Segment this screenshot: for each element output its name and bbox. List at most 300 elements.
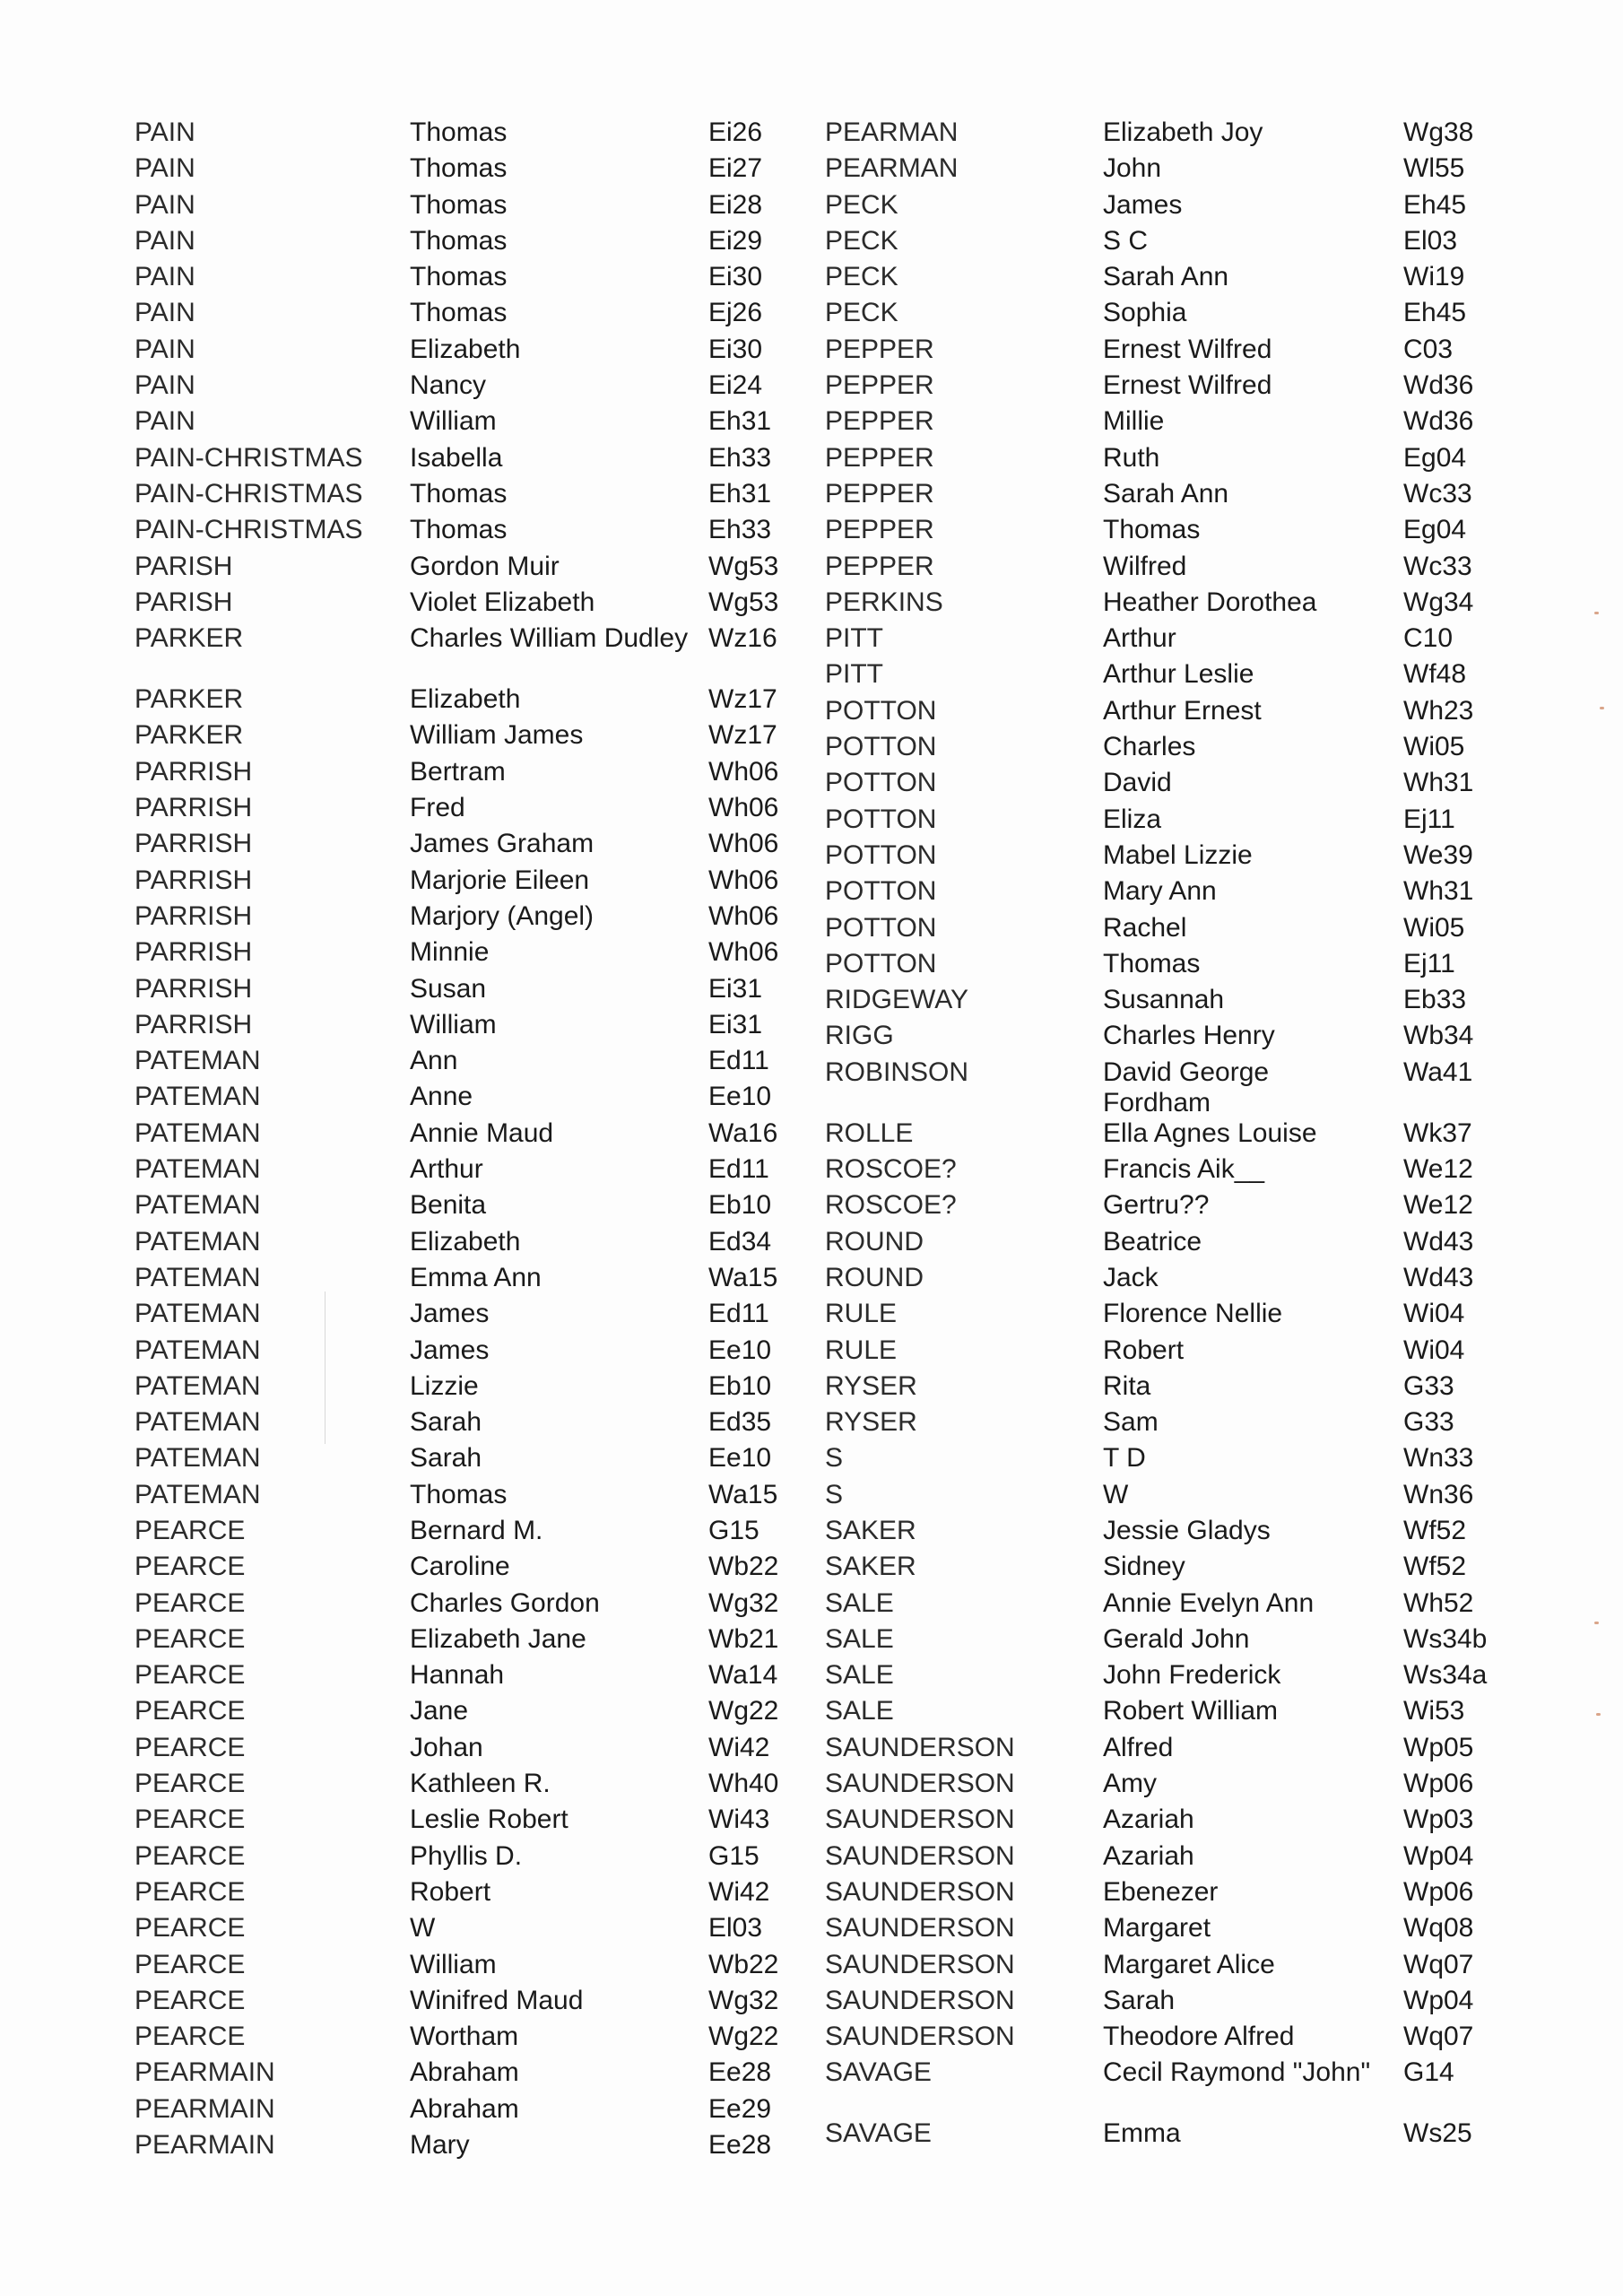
surname: RIDGEWAY <box>825 985 969 1015</box>
index-entry <box>135 115 816 151</box>
forename: Sarah <box>1103 1985 1176 2015</box>
scan-speck <box>1594 1622 1599 1624</box>
forename: Azariah <box>1103 1840 1194 1871</box>
index-entry <box>135 1477 816 1513</box>
forename: Lizzie <box>410 1370 479 1401</box>
surname: PAIN <box>135 225 195 256</box>
surname: PEPPER <box>825 442 934 473</box>
grave-reference: Wp06 <box>1403 1876 1474 1907</box>
index-entry <box>135 259 816 295</box>
surname: PECK <box>825 225 898 256</box>
grave-reference: Ee10 <box>708 1082 772 1112</box>
grave-reference: Wi42 <box>708 1876 770 1907</box>
grave-reference: Wq08 <box>1403 1913 1474 1944</box>
forename: Thomas <box>410 515 508 545</box>
index-entry <box>135 621 816 682</box>
grave-reference: Wh40 <box>708 1769 779 1799</box>
forename: Azariah <box>1103 1805 1194 1835</box>
grave-reference: Wc33 <box>1403 478 1472 509</box>
forename: Sarah <box>410 1407 482 1438</box>
forename: William <box>410 1949 497 1979</box>
grave-reference: Wi42 <box>708 1732 770 1762</box>
forename: Ebenezer <box>1103 1876 1219 1907</box>
surname: POTTON <box>825 876 937 907</box>
index-entry <box>135 187 816 223</box>
forename: Jane <box>410 1696 469 1726</box>
surname: PAIN-CHRISTMAS <box>135 478 363 509</box>
forename: Florence Nellie <box>1103 1299 1283 1329</box>
surname: PAIN <box>135 334 195 364</box>
forename: Beatrice <box>1103 1226 1202 1257</box>
surname: POTTON <box>825 839 937 870</box>
surname: PARISH <box>135 587 233 617</box>
surname: PEARCE <box>135 2022 246 2052</box>
forename: Arthur <box>1103 623 1176 654</box>
grave-reference: Wa41 <box>1403 1057 1473 1087</box>
index-entry <box>825 585 1506 621</box>
surname: SAUNDERSON <box>825 1913 1015 1944</box>
index-entry <box>135 151 816 187</box>
surname: PEARCE <box>135 1732 246 1762</box>
grave-reference: Wp06 <box>1403 1769 1474 1799</box>
index-entry <box>825 657 1506 692</box>
surname: PAIN <box>135 370 195 401</box>
index-entry <box>825 151 1506 187</box>
surname: POTTON <box>825 912 937 943</box>
surname: PEARCE <box>135 1876 246 1907</box>
surname: PEPPER <box>825 406 934 437</box>
surname: PARKER <box>135 623 244 654</box>
forename: Elizabeth <box>410 1226 521 1257</box>
forename: Theodore Alfred <box>1103 2022 1295 2052</box>
index-entry <box>825 1055 1506 1116</box>
index-entry <box>825 1513 1506 1549</box>
index-entry <box>135 404 816 439</box>
forename: Mary <box>410 2130 470 2161</box>
grave-reference: Wh06 <box>708 937 779 968</box>
grave-reference: Wp04 <box>1403 1840 1474 1871</box>
surname: PEPPER <box>825 478 934 509</box>
grave-reference: Ee29 <box>708 2093 772 2124</box>
forename: Rachel <box>1103 912 1187 943</box>
surname: PARRISH <box>135 829 253 859</box>
index-entry <box>135 1839 816 1874</box>
grave-reference: We39 <box>1403 839 1473 870</box>
index-entry <box>825 910 1506 946</box>
forename: Susan <box>410 973 487 1004</box>
grave-reference: Wh06 <box>708 756 779 787</box>
forename: Annie Evelyn Ann <box>1103 1587 1315 1618</box>
forename: Robert <box>410 1876 491 1907</box>
forename: Johan <box>410 1732 483 1762</box>
forename: David George Fordham <box>1103 1057 1270 1118</box>
grave-reference: Wh31 <box>1403 876 1474 907</box>
surname: PATEMAN <box>135 1370 261 1401</box>
grave-reference: Wz17 <box>708 720 777 751</box>
index-entry <box>825 187 1506 223</box>
grave-reference: Ed34 <box>708 1226 772 1257</box>
index-entry <box>135 1874 816 1910</box>
surname: SAUNDERSON <box>825 1769 1015 1799</box>
forename: Violet Elizabeth <box>410 587 595 617</box>
surname: PAIN <box>135 117 195 147</box>
surname: PEARCE <box>135 1660 246 1691</box>
surname: SAUNDERSON <box>825 1840 1015 1871</box>
index-entry <box>825 729 1506 765</box>
forename: Nancy <box>410 370 487 401</box>
forename: W <box>410 1913 436 1944</box>
grave-reference: Eh45 <box>1403 298 1467 328</box>
grave-reference: Wg38 <box>1403 117 1474 147</box>
surname: PERKINS <box>825 587 943 617</box>
forename: Jessie Gladys <box>1103 1515 1271 1545</box>
grave-reference: Wg22 <box>708 2022 779 2052</box>
grave-reference: Wc33 <box>1403 551 1472 581</box>
index-entry <box>135 935 816 970</box>
grave-reference: Eg04 <box>1403 515 1467 545</box>
scan-speck <box>1600 707 1604 709</box>
index-entry <box>135 1586 816 1622</box>
grave-reference: G15 <box>708 1515 759 1545</box>
surname: POTTON <box>825 732 937 762</box>
forename: Elizabeth <box>410 684 521 715</box>
forename: Ruth <box>1103 442 1160 473</box>
forename: Caroline <box>410 1552 510 1582</box>
surname: PAIN-CHRISTMAS <box>135 515 363 545</box>
surname: PEARCE <box>135 1623 246 1654</box>
grave-reference: Wz16 <box>708 623 777 654</box>
forename: W <box>1103 1479 1129 1509</box>
grave-reference: Ei28 <box>708 189 763 220</box>
forename: Margaret Alice <box>1103 1949 1275 1979</box>
forename: William <box>410 1009 497 1039</box>
index-entry <box>825 476 1506 512</box>
index-entry <box>825 549 1506 585</box>
grave-reference: Wb34 <box>1403 1021 1474 1051</box>
grave-reference: Wf48 <box>1403 659 1467 690</box>
surname: SAUNDERSON <box>825 1805 1015 1835</box>
surname: PARKER <box>135 720 244 751</box>
grave-reference: Wh06 <box>708 900 779 931</box>
forename: Sarah Ann <box>1103 478 1229 509</box>
forename: Susannah <box>1103 985 1225 1015</box>
surname: PEARMAN <box>825 153 959 184</box>
index-entry <box>825 1187 1506 1223</box>
index-entry <box>825 223 1506 259</box>
grave-reference: G33 <box>1403 1370 1454 1401</box>
index-entry <box>135 1730 816 1766</box>
surname: ROSCOE? <box>825 1190 957 1221</box>
forename: Eliza <box>1103 804 1162 834</box>
index-entry <box>135 2092 816 2127</box>
forename: Rita <box>1103 1370 1151 1401</box>
surname: PATEMAN <box>135 1262 261 1292</box>
index-entry <box>135 476 816 512</box>
grave-reference: Wp04 <box>1403 1985 1474 2015</box>
index-entry <box>135 332 816 368</box>
forename: Francis Aik__ <box>1103 1154 1265 1185</box>
grave-reference: Ei24 <box>708 370 763 401</box>
grave-reference: Wn33 <box>1403 1443 1474 1474</box>
forename: Isabella <box>410 442 503 473</box>
index-entry <box>135 863 816 899</box>
forename: Abraham <box>410 2093 519 2124</box>
surname: POTTON <box>825 768 937 798</box>
grave-reference: Wd36 <box>1403 406 1474 437</box>
right-index-column <box>825 115 1506 2152</box>
forename: John Frederick <box>1103 1660 1281 1691</box>
index-entry <box>135 1549 816 1585</box>
forename: Thomas <box>410 478 508 509</box>
surname: PEARCE <box>135 1840 246 1871</box>
grave-reference: Wh06 <box>708 829 779 859</box>
index-entry <box>135 1333 816 1369</box>
surname: RYSER <box>825 1370 917 1401</box>
index-entry <box>825 1116 1506 1152</box>
index-entry <box>825 1802 1506 1838</box>
index-entry <box>825 1586 1506 1622</box>
forename: Emma Ann <box>410 1262 542 1292</box>
grave-reference: Eh33 <box>708 515 772 545</box>
grave-reference: Wf52 <box>1403 1515 1467 1545</box>
surname: PARRISH <box>135 865 253 895</box>
surname: PARRISH <box>135 793 253 823</box>
forename: Wortham <box>410 2022 519 2052</box>
forename: Robert <box>1103 1335 1185 1365</box>
index-entry <box>135 1657 816 1693</box>
index-entry <box>135 512 816 548</box>
grave-reference: Ei31 <box>708 1009 763 1039</box>
surname: S <box>825 1443 844 1474</box>
index-entry <box>825 1693 1506 1729</box>
surname: PARRISH <box>135 937 253 968</box>
grave-reference: Eb33 <box>1403 985 1467 1015</box>
surname: SAUNDERSON <box>825 1876 1015 1907</box>
index-entry <box>135 368 816 404</box>
grave-reference: Wp03 <box>1403 1805 1474 1835</box>
forename: Charles Henry <box>1103 1021 1275 1051</box>
grave-reference: Wd43 <box>1403 1226 1474 1257</box>
forename: Mary Ann <box>1103 876 1217 907</box>
index-entry <box>825 1405 1506 1440</box>
index-entry <box>135 1152 816 1187</box>
grave-reference: Ei30 <box>708 334 763 364</box>
forename: Robert William <box>1103 1696 1279 1726</box>
scan-speck <box>1594 612 1599 614</box>
index-entry <box>135 754 816 790</box>
index-entry <box>825 946 1506 982</box>
forename: Elizabeth Jane <box>410 1623 586 1654</box>
surname: SAUNDERSON <box>825 1732 1015 1762</box>
forename: Thomas <box>1103 948 1201 978</box>
forename: Marjory (Angel) <box>410 900 595 931</box>
index-entry <box>825 1910 1506 1946</box>
grave-reference: Eh45 <box>1403 189 1467 220</box>
surname: PEPPER <box>825 334 934 364</box>
index-entry <box>825 1440 1506 1476</box>
forename: James <box>1103 189 1183 220</box>
surname: PATEMAN <box>135 1046 261 1076</box>
surname: PARISH <box>135 551 233 581</box>
forename: Arthur Ernest <box>1103 695 1262 726</box>
surname: SALE <box>825 1587 894 1618</box>
forename: Ernest Wilfred <box>1103 334 1272 364</box>
surname: ROLLE <box>825 1118 914 1148</box>
surname: SAVAGE <box>825 2057 932 2088</box>
surname: PARRISH <box>135 973 253 1004</box>
grave-reference: Ei29 <box>708 225 763 256</box>
forename: Bertram <box>410 756 506 787</box>
index-entry <box>825 512 1506 548</box>
grave-reference: Wa15 <box>708 1262 778 1292</box>
index-entry <box>825 2055 1506 2116</box>
surname: PATEMAN <box>135 1154 261 1185</box>
forename: Phyllis D. <box>410 1840 523 1871</box>
index-entry <box>825 332 1506 368</box>
index-entry <box>135 899 816 935</box>
surname: PECK <box>825 298 898 328</box>
grave-reference: El03 <box>1403 225 1458 256</box>
grave-reference: Ej26 <box>708 298 763 328</box>
surname: SAUNDERSON <box>825 1949 1015 1979</box>
grave-reference: Wh06 <box>708 793 779 823</box>
forename: Thomas <box>410 262 508 292</box>
forename: Leslie Robert <box>410 1805 568 1835</box>
index-entry <box>825 1333 1506 1369</box>
index-entry <box>135 718 816 753</box>
grave-reference: Ee28 <box>708 2057 772 2088</box>
surname: PAIN <box>135 153 195 184</box>
grave-reference: Ed11 <box>708 1046 769 1076</box>
forename: James <box>410 1335 490 1365</box>
forename: Wilfred <box>1103 551 1187 581</box>
grave-reference: Wd43 <box>1403 1262 1474 1292</box>
forename: Sarah Ann <box>1103 262 1229 292</box>
grave-reference: Wi53 <box>1403 1696 1465 1726</box>
forename: Annie Maud <box>410 1118 554 1148</box>
forename: Fred <box>410 793 465 823</box>
grave-reference: Ei31 <box>708 973 763 1004</box>
grave-reference: Eg04 <box>1403 442 1467 473</box>
forename: T D <box>1103 1443 1146 1474</box>
grave-reference: Ei30 <box>708 262 763 292</box>
forename: Gerald John <box>1103 1623 1250 1654</box>
left-index-column <box>135 115 816 2163</box>
forename: Ann <box>410 1046 458 1076</box>
scan-speck <box>1596 1713 1601 1716</box>
grave-reference: G33 <box>1403 1407 1454 1438</box>
grave-reference: Wg34 <box>1403 587 1474 617</box>
surname: PEPPER <box>825 551 934 581</box>
forename: S C <box>1103 225 1149 256</box>
surname: PEARCE <box>135 1949 246 1979</box>
index-entry <box>825 259 1506 295</box>
surname: POTTON <box>825 804 937 834</box>
forename: Marjorie Eileen <box>410 865 590 895</box>
forename: David <box>1103 768 1172 798</box>
surname: PEPPER <box>825 515 934 545</box>
index-entry <box>135 682 816 718</box>
forename: James <box>410 1299 490 1329</box>
grave-reference: Eh31 <box>708 406 772 437</box>
forename: Cecil Raymond "John" <box>1103 2057 1371 2088</box>
grave-reference: Wz17 <box>708 684 777 715</box>
surname: SALE <box>825 1696 894 1726</box>
surname: PEARCE <box>135 1913 246 1944</box>
grave-reference: Wh06 <box>708 865 779 895</box>
forename: Gordon Muir <box>410 551 560 581</box>
grave-reference: Ed11 <box>708 1299 769 1329</box>
surname: PEPPER <box>825 370 934 401</box>
index-entry <box>135 2127 816 2163</box>
surname: RYSER <box>825 1407 917 1438</box>
index-entry <box>825 1296 1506 1332</box>
grave-reference: Ej11 <box>1403 948 1455 978</box>
forename: William <box>410 406 497 437</box>
grave-reference: Eb10 <box>708 1190 772 1221</box>
surname: SAUNDERSON <box>825 1985 1015 2015</box>
surname: ROBINSON <box>825 1057 969 1087</box>
surname: PATEMAN <box>135 1479 261 1509</box>
index-entry <box>135 1983 816 2019</box>
forename: Elizabeth Joy <box>1103 117 1263 147</box>
index-entry <box>135 1043 816 1079</box>
index-entry <box>825 1874 1506 1910</box>
surname: PATEMAN <box>135 1190 261 1221</box>
forename: Sophia <box>1103 298 1187 328</box>
grave-reference: Eh33 <box>708 442 772 473</box>
index-entry <box>135 1187 816 1223</box>
grave-reference: Wq07 <box>1403 1949 1474 1979</box>
forename: Thomas <box>410 1479 508 1509</box>
surname: PEARCE <box>135 1985 246 2015</box>
forename: Ernest Wilfred <box>1103 370 1272 401</box>
forename: Emma <box>1103 2118 1181 2149</box>
index-entry <box>825 1983 1506 2019</box>
index-entry <box>825 404 1506 439</box>
surname: PEARMAIN <box>135 2093 275 2124</box>
grave-reference: Wf52 <box>1403 1552 1467 1582</box>
grave-reference: Wp05 <box>1403 1732 1474 1762</box>
forename: Charles Gordon <box>410 1587 600 1618</box>
index-entry <box>135 1079 816 1115</box>
index-entry <box>825 1657 1506 1693</box>
grave-reference: El03 <box>708 1913 763 1944</box>
index-entry <box>135 971 816 1007</box>
surname: PAIN-CHRISTMAS <box>135 442 363 473</box>
surname: PEARMAIN <box>135 2130 275 2161</box>
forename: William James <box>410 720 584 751</box>
forename: Thomas <box>1103 515 1201 545</box>
grave-reference: Ei27 <box>708 153 763 184</box>
index-entry <box>135 1947 816 1983</box>
index-entry <box>135 1405 816 1440</box>
forename: Thomas <box>410 298 508 328</box>
index-entry <box>825 874 1506 909</box>
forename: Kathleen R. <box>410 1769 551 1799</box>
forename: Alfred <box>1103 1732 1174 1762</box>
grave-reference: Ee10 <box>708 1443 772 1474</box>
surname: PITT <box>825 623 883 654</box>
index-entry <box>825 982 1506 1018</box>
index-entry <box>825 295 1506 331</box>
surname: PAIN <box>135 406 195 437</box>
grave-reference: Wq07 <box>1403 2022 1474 2052</box>
grave-reference: Wb22 <box>708 1949 779 1979</box>
surname: ROUND <box>825 1262 924 1292</box>
forename: Sam <box>1103 1407 1159 1438</box>
forename: Margaret <box>1103 1913 1211 1944</box>
